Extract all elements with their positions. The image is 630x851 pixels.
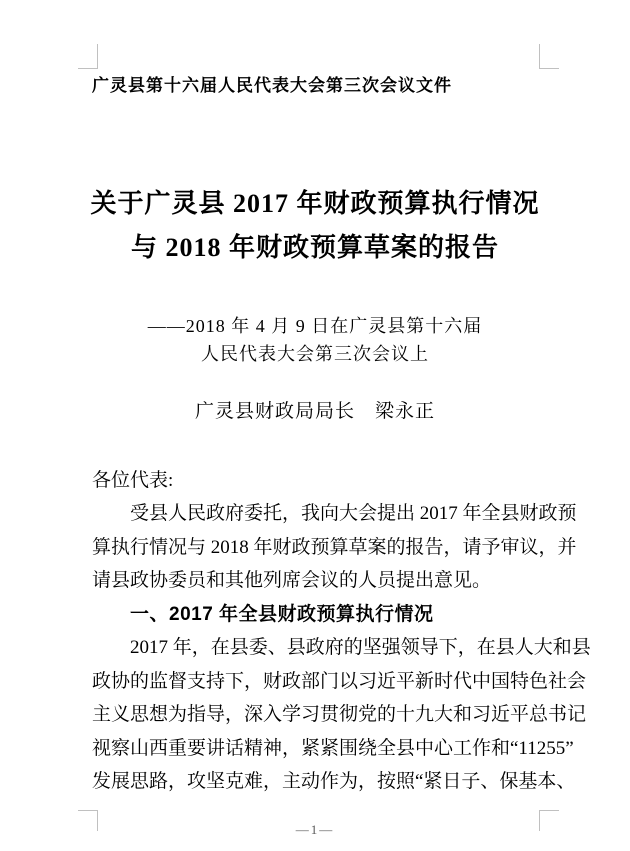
title-line-1: 关于广灵县 2017 年财政预算执行情况 (90, 189, 540, 218)
document-subtitle (0, 312, 630, 368)
body-paragraph-2-line-1: 2017 年，在县委、县政府的坚强领导下，在县人大和县 (130, 637, 591, 659)
text-boundary-mark-top-right (539, 44, 559, 69)
body-salutation: 各位代表: (92, 470, 174, 491)
page-number: —1— (295, 822, 335, 837)
subtitle-line-2: 人民代表大会第三次会议上 (201, 344, 429, 364)
title-line-2: 与 2018 年财政预算草案的报告 (130, 233, 499, 262)
document-title (0, 182, 630, 270)
subtitle-line-1: ——2018 年 4 月 9 日在广灵县第十六届 (147, 316, 483, 336)
body-paragraph-1-line-1: 受县人民政府委托，我向大会提出 2017 年全县财政预 (130, 503, 577, 525)
document-body (92, 464, 591, 799)
text-boundary-mark-top-left (78, 44, 98, 69)
body-paragraph-1-line-3: 请县政协委员和其他列席会议的人员提出意见。 (92, 570, 492, 592)
section-heading-1: 一、2017 年全县财政预算执行情况 (130, 603, 434, 625)
body-paragraph-2-line-2: 政协的监督支持下，财政部门以习近平新时代中国特色社会 (92, 670, 587, 692)
body-paragraph-2-line-3: 主义思想为指导，深入学习贯彻党的十九大和习近平总书记 (92, 704, 587, 726)
body-paragraph-1-line-2: 算执行情况与 2018 年财政预算草案的报告，请予审议，并 (92, 536, 577, 558)
document-header: 广灵县第十六届人民代表大会第三次会议文件 (92, 76, 452, 95)
body-paragraph-2-line-4: 视察山西重要讲话精神，紧紧围绕全县中心工作和“11255” (92, 737, 574, 759)
body-paragraph-2-line-5: 发展思路，攻坚克难，主动作为，按照“紧日子、保基本、 (92, 771, 576, 793)
presenter-line: 广灵县财政局局长 梁永正 (194, 401, 435, 422)
